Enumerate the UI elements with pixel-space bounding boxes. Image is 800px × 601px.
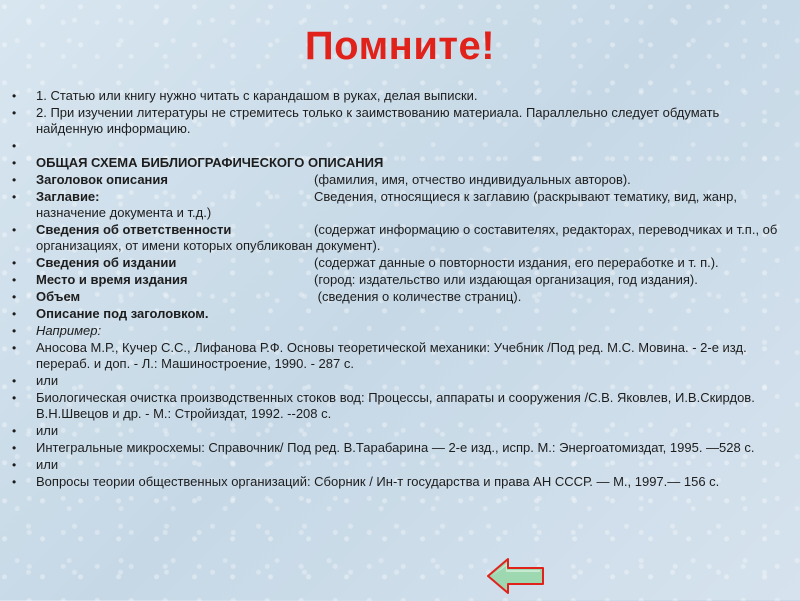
element-label: Сведения об издании xyxy=(36,255,177,270)
bullet-icon: • xyxy=(12,156,17,170)
bullet-icon: • xyxy=(12,173,17,187)
bullet-icon: • xyxy=(12,458,17,472)
element-label: Место и время издания xyxy=(36,272,188,287)
list-item xyxy=(12,457,784,473)
list-item xyxy=(12,88,784,104)
item-text: или xyxy=(36,373,59,388)
element-description: (содержат информацию о составителях, редакторах, переводчиках и т.п., об организациях, от имени которых опубликован документ). xyxy=(36,222,778,253)
bullet-icon: • xyxy=(12,89,17,103)
element-description: (содержат данные о повторности издания, его переработке и т. п.). xyxy=(314,255,719,270)
element-description: (город: издательство или издающая организация, год издания). xyxy=(314,272,698,287)
section-heading: ОБЩАЯ СХЕМА БИБЛИОГРАФИЧЕСКОГО ОПИСАНИЯ xyxy=(36,155,384,170)
bullet-icon: • xyxy=(12,273,17,287)
slide-title: Помните! xyxy=(304,24,496,68)
list-item xyxy=(12,155,784,171)
item-text: 2. При изучении литературы не стремитесь только к заимствованию материала. Параллельно следует обдумать найденную информацию. xyxy=(36,105,720,136)
list-item xyxy=(12,105,784,137)
list-item xyxy=(12,306,784,322)
example-citation: Интегральные микросхемы: Справочник/ Под ред. В.Тарабарина — 2-е изд., испр. М.: Энергоатомиздат, 1995. —528 с. xyxy=(36,440,755,455)
example-citation: Биологическая очистка производственных стоков вод: Процессы, аппараты и сооружения /С.В. Яковлев, И.В.Скирдов. В.Н.Швецов и др. - М.: Стройиздат, 1992. --208 с. xyxy=(36,390,755,421)
bullet-icon: • xyxy=(12,424,17,438)
list-item xyxy=(12,390,784,422)
list-item xyxy=(12,222,784,254)
list-item xyxy=(12,340,784,372)
bullet-icon: • xyxy=(12,290,17,304)
element-description: (фамилия, имя, отчество индивидуальных авторов). xyxy=(314,172,631,187)
list-item xyxy=(12,289,784,305)
element-label: Заголовок описания xyxy=(36,172,168,187)
bullet-icon: • xyxy=(12,475,17,489)
list-item xyxy=(12,189,784,221)
list-item xyxy=(12,272,784,288)
bullet-icon: • xyxy=(12,441,17,455)
element-label: Объем xyxy=(36,289,81,304)
element-description: (сведения о количестве страниц). xyxy=(314,289,522,304)
bullet-icon: • xyxy=(12,341,17,355)
element-description: Сведения, относящиеся к заглавию (раскрывают тематику, вид, жанр, назначение документа и т.д.) xyxy=(36,189,737,220)
list-item xyxy=(12,323,784,339)
list-item xyxy=(12,440,784,456)
item-text xyxy=(36,138,40,153)
list-item xyxy=(12,172,784,188)
bullet-icon: • xyxy=(12,106,17,120)
bullet-icon: • xyxy=(12,324,17,338)
item-text: Например: xyxy=(36,323,102,338)
list-item xyxy=(12,474,784,490)
back-arrow-button[interactable] xyxy=(486,556,546,596)
list-item xyxy=(12,255,784,271)
item-text: или xyxy=(36,457,59,472)
example-citation: Вопросы теории общественных организаций: Сборник / Ин-т государства и права АН СССР. — М., 1997.— 156 с. xyxy=(36,474,720,489)
bullet-icon: • xyxy=(12,391,17,405)
list-item xyxy=(12,138,784,154)
element-label: Сведения об ответственности xyxy=(36,222,232,237)
bullet-icon: • xyxy=(12,374,17,388)
bullet-icon: • xyxy=(12,307,17,321)
bullet-list xyxy=(12,88,784,491)
list-item xyxy=(12,373,784,389)
item-text: 1. Статью или книгу нужно читать с карандашом в руках, делая выписки. xyxy=(36,88,478,103)
list-item xyxy=(12,423,784,439)
bullet-icon: • xyxy=(12,223,17,237)
item-text: или xyxy=(36,423,59,438)
left-arrow-icon xyxy=(486,556,546,596)
bullet-icon: • xyxy=(12,139,17,153)
item-text: Описание под заголовком. xyxy=(36,306,209,321)
element-label: Заглавие: xyxy=(36,189,100,204)
bullet-icon: • xyxy=(12,190,17,204)
bullet-icon: • xyxy=(12,256,17,270)
example-citation: Аносова М.Р., Кучер С.С., Лифанова Р.Ф. Основы теоретической механики: Учебник /Под ред. М.С. Мовина. - 2-е изд. перераб. и доп. - Л.: Машиностроение, 1990. - 287 с. xyxy=(36,340,747,371)
